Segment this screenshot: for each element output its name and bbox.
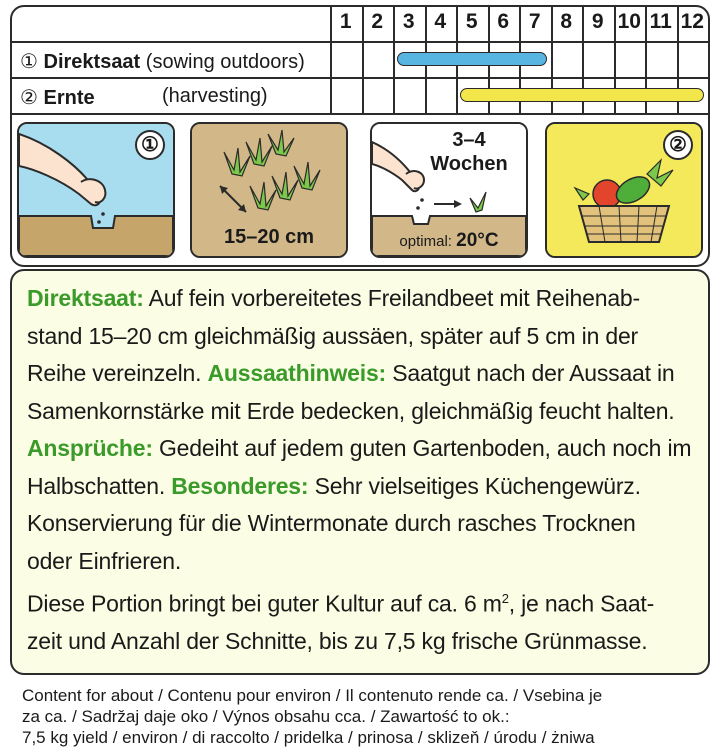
germination-time [412,128,526,176]
superscript: 2 [501,591,509,606]
grid-line [12,77,708,79]
footer-line: 7,5 kg yield / environ / di raccolto / pridelka / prinosa / sklizeň / úrodu / żniwa [22,728,595,747]
month-3: 3 [402,10,415,33]
instruction-line [27,280,708,318]
sowing-calendar-card [10,5,710,267]
instruction-line: zeit und Anzahl der Schnitte, bis zu 7,5 kg frische Grünmasse. [27,628,648,655]
instruction-text: Saatgut nach der Aussaat in [386,360,675,386]
instruction-line [27,355,708,393]
temperature-caption [372,230,526,252]
row-ernte-label [20,85,268,110]
instruction-text: Gedeiht auf jedem guten Gartenboden, auch noch im [152,435,692,461]
grid-line [12,41,708,43]
panel-germination [370,122,528,258]
month-column-line [362,7,364,113]
instruction-text: Reihe vereinzeln. [27,360,208,386]
instruction-line: Konservierung für die Wintermonate durch rasches Trocknen [27,510,636,536]
instruction-text: Halbschatten. [27,472,172,499]
marker-1: ① [20,51,38,73]
instruction-line: Samenkornstärke mit Erde bedecken, gleichmäßig feucht halten. [27,397,675,424]
instruction-text: Auf fein vorbereitetes Freilandbeet mit Reihenab- [143,285,640,311]
month-5: 5 [465,10,478,33]
yield-footer [22,685,712,748]
month-6: 6 [497,10,510,33]
footer-line: Content for about / Contenu pour environ / Il contenuto rende ca. / Vsebina je [22,686,603,705]
month-10: 10 [617,10,641,33]
illustration-panels [12,117,708,265]
cultivation-instructions [10,269,710,675]
month-9: 9 [591,10,604,33]
row-direktsaat-label [20,49,305,74]
germination-unit: Wochen [430,153,508,175]
panel-row-spacing [190,122,348,258]
direktsaat-label: Direktsaat [43,51,141,73]
month-11: 11 [649,10,672,33]
germination-weeks: 3–4 [452,129,486,151]
step-1-badge: ① [135,130,165,160]
instruction-line [27,468,708,506]
month-8: 8 [560,10,573,33]
month-12: 12 [680,10,704,33]
sowing-calendar-grid [12,7,708,113]
marker-2: ② [20,87,38,109]
heading-aussaathinweis: Aussaathinweis: [207,360,387,386]
month-2: 2 [371,10,384,33]
instruction-text: Diese Portion bringt bei guter Kultur auf ca. 6 m [27,590,502,617]
instruction-line [27,580,708,623]
month-4: 4 [434,10,447,33]
panel-sowing [17,122,175,258]
month-1: 1 [339,10,352,33]
row-spacing-caption: 15–20 cm [223,226,315,248]
heading-ansprueche: Ansprüche: [27,435,153,461]
ernte-label-en: (harvesting) [162,85,268,107]
instruction-text: , je nach Saat- [508,590,655,617]
instruction-line: stand 15–20 cm gleichmäßig aussäen, später auf 5 cm in der [27,322,639,349]
temperature-value: 20°C [456,230,499,251]
temperature-prefix: optimal: [399,233,452,250]
panel-harvest [545,122,703,258]
instruction-line [27,430,708,468]
footer-line: za ca. / Sadržaj daje oko / Výnos obsahu cca. / Zawartość to ok.: [22,707,510,726]
month-column-line [330,7,332,113]
month-7: 7 [528,10,541,33]
heading-direktsaat: Direktsaat: [27,285,144,311]
heading-besonderes: Besonderes: [171,472,309,499]
instruction-line: oder Einfrieren. [27,547,182,574]
step-2-badge: ② [663,130,693,160]
direktsaat-label-en: (sowing outdoors) [145,51,305,73]
sowing-period-bar [397,52,547,66]
month-column-line [393,7,395,113]
harvest-period-bar [460,88,704,102]
ernte-label: Ernte [43,87,95,109]
grid-line [12,113,708,115]
instruction-text: Sehr vielseitiges Küchengewürz. [308,472,641,499]
